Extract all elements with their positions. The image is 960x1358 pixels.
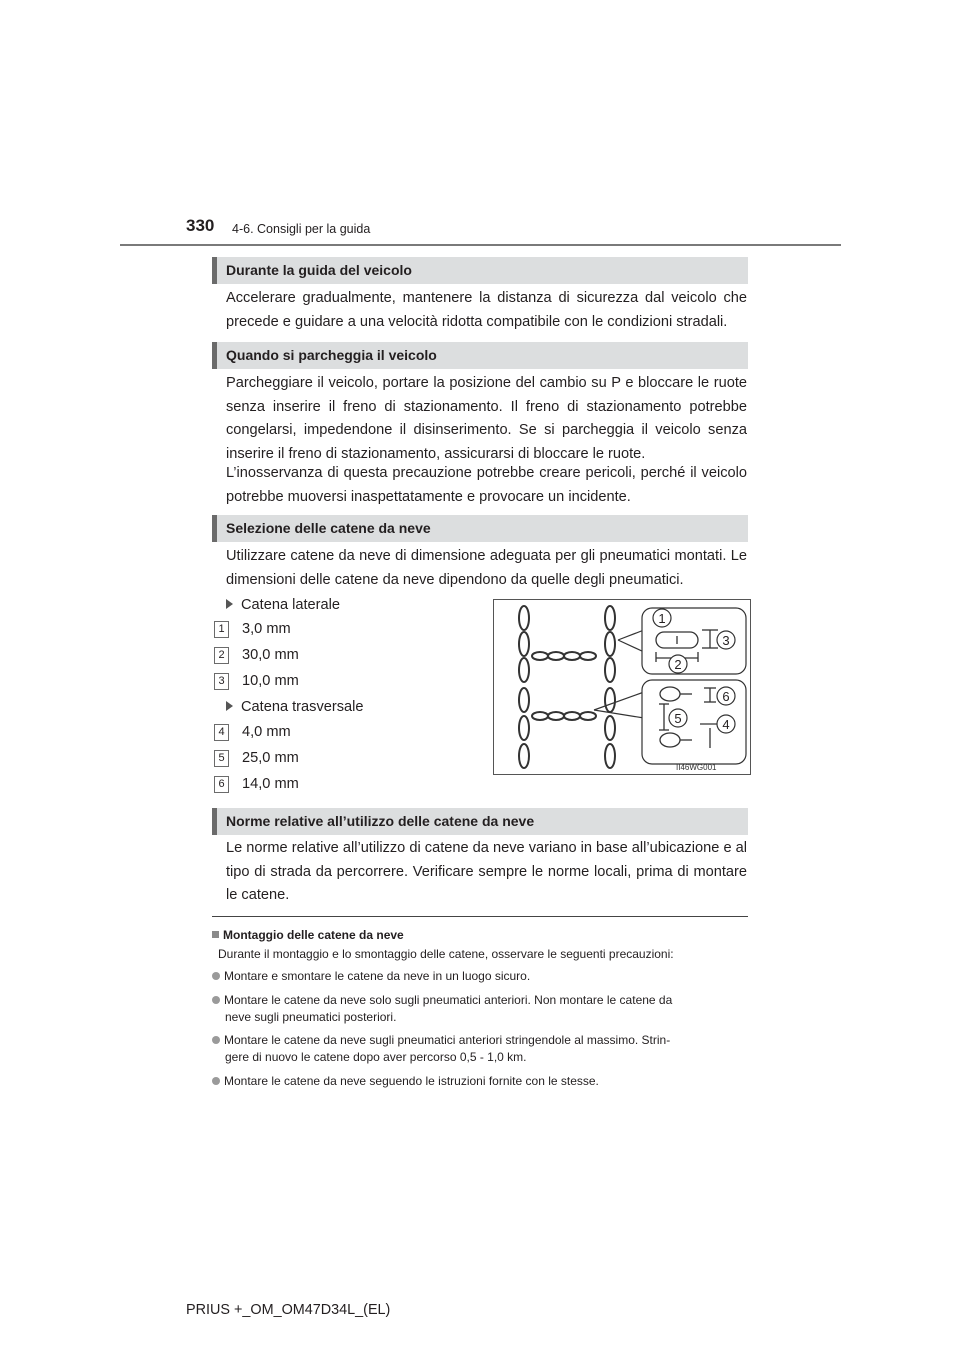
notes-bullet: Montare e smontare le catene da neve in un luogo sicuro.	[212, 968, 748, 985]
heading-marker	[212, 808, 217, 835]
item-value: 3,0 mm	[242, 621, 291, 637]
item-value: 4,0 mm	[242, 724, 291, 740]
callout-label: 1	[658, 611, 666, 626]
arrow-right-icon	[226, 599, 233, 609]
figure-code: II46WG001	[676, 763, 717, 772]
bullet-icon	[212, 996, 220, 1004]
heading-marker	[212, 342, 217, 369]
parking-paragraph-2: L’inosservanza di questa precauzione potrebbe creare pericoli, perché il veicolo potrebbe muoversi inaspettatamente e provocare un incidente.	[226, 465, 747, 505]
callout-label: 2	[674, 657, 682, 672]
cross-chain-label: Catena trasversale	[226, 695, 364, 719]
bullet-icon	[212, 1077, 220, 1085]
section-heading-rules	[212, 808, 748, 835]
section-heading-selection	[212, 515, 748, 542]
notes-bullet: Montare le catene da neve seguendo le istruzioni fornite con le stesse.	[212, 1073, 748, 1090]
square-bullet-icon	[212, 931, 219, 938]
snow-chain-illustration	[494, 600, 750, 774]
heading-text: Quando si parcheggia il veicolo	[226, 347, 437, 363]
item-number: 4	[214, 724, 229, 741]
selection-paragraph: Utilizzare catene da neve di dimensione adeguata per gli pneumatici montati. Le dimensioni delle catene da neve dipendono da quelle degli pneumatici.	[226, 548, 747, 588]
callout-label: 3	[722, 633, 730, 648]
heading-marker	[212, 257, 217, 284]
notes-bullet: Montare le catene da neve solo sugli pneumatici anteriori. Non montare le catene da neve sugli pneumatici posteriori.	[212, 992, 748, 1026]
item-value: 10,0 mm	[242, 673, 299, 689]
callout-label: 4	[722, 717, 730, 732]
header-rule	[120, 244, 841, 246]
section-heading-parking	[212, 342, 748, 369]
item-number: 3	[214, 673, 229, 690]
heading-text: Durante la guida del veicolo	[226, 262, 412, 278]
section-heading-driving	[212, 257, 748, 284]
notes-title: Montaggio delle catene da neve	[212, 928, 404, 942]
item-number: 1	[214, 621, 229, 638]
heading-text: Selezione delle catene da neve	[226, 520, 431, 536]
document-code: PRIUS +_OM_OM47D34L_(EL)	[186, 1302, 391, 1318]
rules-paragraph: Le norme relative all’utilizzo di catene da neve variano in base all’ubicazione e al tipo di strada da percorrere. Verificare sempre le norme locali, prima di montare le catene.	[226, 840, 747, 903]
parking-paragraph-1: Parcheggiare il veicolo, portare la posizione del cambio su P e bloccare le ruote senza inserire il freno di stazionamento. Il freno di stazionamento potrebbe congelarsi, impedendone il disinserimento. Se si parcheggia il veicolo senza inserire il freno di stazionamento, assicurarsi di bloccare le ruote.	[226, 375, 747, 462]
notes-intro: Durante il montaggio e lo smontaggio delle catene, osservare le seguenti precauzioni:	[218, 947, 674, 961]
bullet-icon	[212, 972, 220, 980]
heading-text: Norme relative all’utilizzo delle catene da neve	[226, 813, 535, 829]
callout-label: 6	[722, 689, 730, 704]
item-number: 5	[214, 750, 229, 767]
section-header: 4-6. Consigli per la guida	[232, 222, 371, 236]
bullet-icon	[212, 1036, 220, 1044]
notes-bullet: Montare le catene da neve sugli pneumatici anteriori stringendole al massimo. Strin- gere di nuovo le catene dopo aver percorso 0,5 - 1,0 km.	[212, 1032, 748, 1066]
item-number: 2	[214, 647, 229, 664]
item-value: 25,0 mm	[242, 750, 299, 766]
snow-chain-figure	[493, 599, 751, 775]
item-number: 6	[214, 776, 229, 793]
side-chain-label: Catena laterale	[226, 593, 340, 617]
page-number: 330	[186, 216, 215, 235]
item-value: 30,0 mm	[242, 647, 299, 663]
driving-paragraph: Accelerare gradualmente, mantenere la distanza di sicurezza dal veicolo che precede e guidare a una velocità ridotta compatibile con le condizioni stradali.	[226, 290, 747, 330]
notes-divider	[212, 916, 748, 917]
callout-label: 5	[674, 711, 682, 726]
item-value: 14,0 mm	[242, 776, 299, 792]
arrow-right-icon	[226, 701, 233, 711]
heading-marker	[212, 515, 217, 542]
